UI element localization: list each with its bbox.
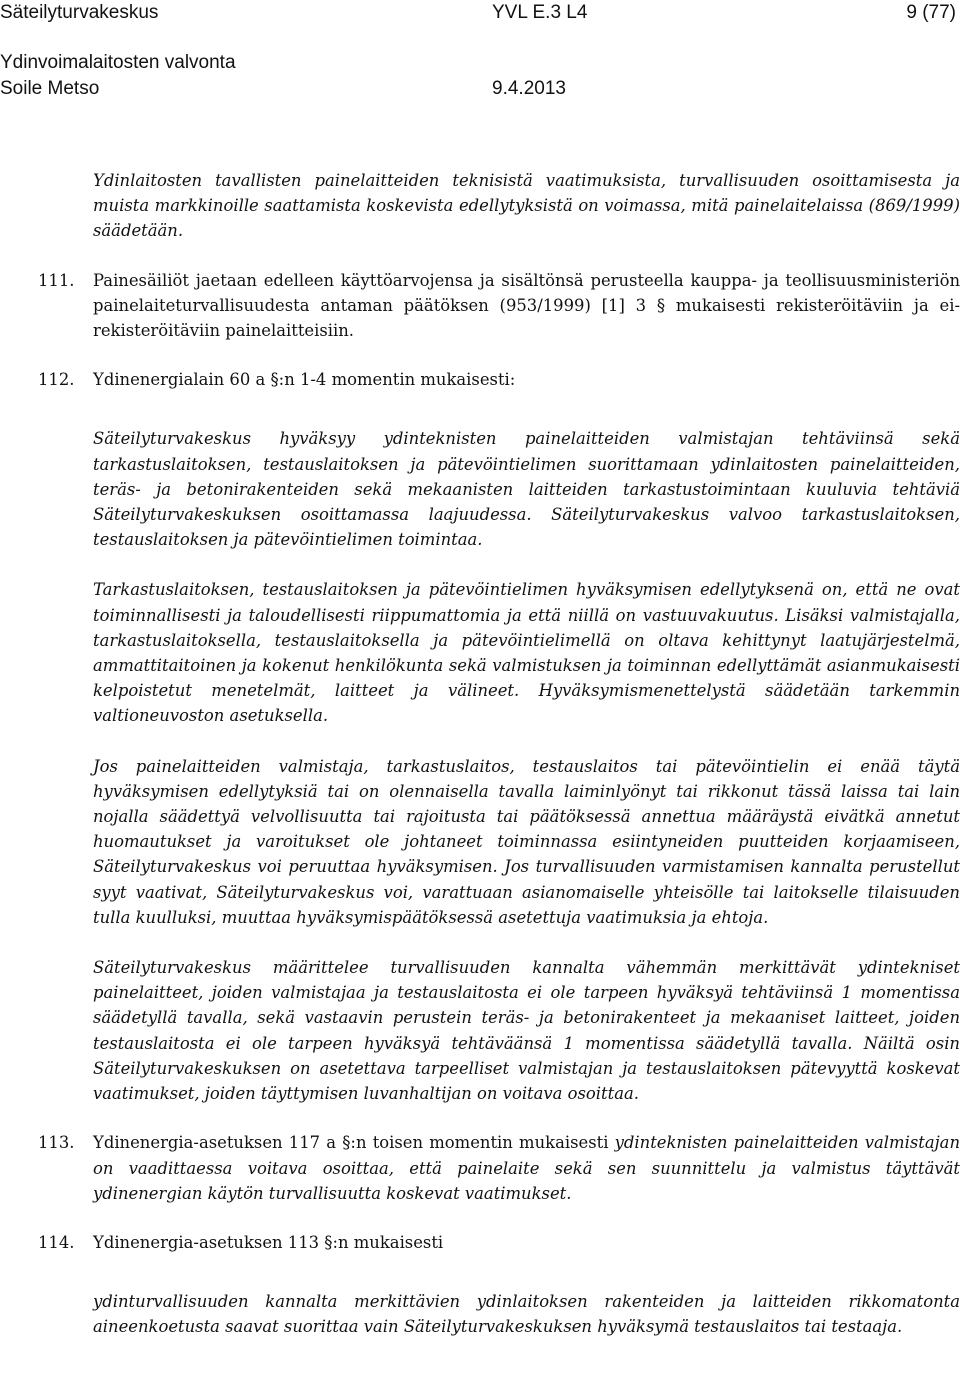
quote-block: ydinturvallisuuden kannalta merkittävien ydinlaitoksen rakenteiden ja laitteiden rikkomatonta aineenkoetusta saavat suorittaa vain Säteilyturvakeskuksen hyväksymä testauslaitos tai testaaja. [93, 1292, 960, 1337]
paragraph-112 [38, 367, 960, 392]
paragraph-114 [38, 1230, 960, 1255]
paragraph-text: Ydinenergia-asetuksen 117 a §:n toisen momentin mukaisesti [93, 1133, 615, 1153]
paragraph-text: Painesäiliöt jaetaan edelleen käyttöarvojensa ja sisältönsä perusteella kauppa- ja teollisuusministeriön painelaiteturvallisuudesta antaman päätöksen (953/1999) [1] 3 § mukaisesti rekisteröitäviin ja ei-rekisteröitäviin painelaitteisiin. [93, 270, 960, 341]
quote-block: Jos painelaitteiden valmistaja, tarkastuslaitos, testauslaitos tai pätevöintielin ei enää täytä hyväksymisen edellytyksiä tai on olennaisella tavalla laiminlyönyt tai rikkonut tässä laissa tai lain nojalla säädettyä velvollisuutta tai rajoitusta tai päätöksessä annettua määräystä eivätkä annetut huomautukset ja varoitukset ole johtaneet toiminnassa esiintyneiden puutteiden korjaamiseen, Säteilyturvakeskus voi peruuttaa hyväksymisen. Jos turvallisuuden varmistamisen kannalta perustellut syyt vaativat, Säteilyturvakeskus voi, varattuaan asianomaiselle yhteisölle tai laitokselle tilaisuuden tulla kuulluksi, muuttaa hyväksymispäätöksessä asetettuja vaatimuksia ja ehtoja. [93, 756, 960, 927]
header-organization: Säteilyturvakeskus [0, 2, 159, 23]
header-date: 9.4.2013 [492, 78, 566, 99]
paragraph-113 [38, 1130, 960, 1206]
header-guide-code: YVL E.3 L4 [492, 2, 588, 23]
paragraph-number: 112. [38, 370, 75, 390]
paragraph-number: 113. [38, 1133, 75, 1153]
quote-block: Säteilyturvakeskus määrittelee turvallisuuden kannalta vähemmän merkittävät ydintekniset painelaitteet, joiden valmistajaa ja testauslaitosta ei ole tarpeen hyväksyä tehtäviinsä 1 momentissa säädetyllä tavalla, sekä vastaavin perustein teräs- ja betonirakenteet ja mekaaniset laitteet, joiden testauslaitosta ei ole tarpeen hyväksyä tehtäväänsä 1 momentissa säädetyllä tavalla. Näiltä osin Säteilyturvakeskuksen on asetettava tarpeelliset valmistajan ja testauslaitoksen pätevyyttä koskevat vaatimukset, joiden täyttymisen luvanhaltijan on voitava osoittaa. [93, 958, 960, 1104]
document-body [38, 168, 960, 1340]
header-department: Ydinvoimalaitosten valvonta [0, 52, 236, 73]
paragraph-number: 114. [38, 1232, 75, 1252]
paragraph-111 [38, 268, 960, 344]
intro-paragraph: Ydinlaitosten tavallisten painelaitteiden teknisistä vaatimuksista, turvallisuuden osoittamisesta ja muista markkinoille saattamista koskevista edellytyksistä on voimassa, mitä painelaitelaissa (869/1999) säädetään. [93, 171, 960, 241]
paragraph-quote: ydinteknisten painelaitteiden valmistajan on vaadittaessa voitava osoittaa, että painelaite sekä sen suunnittelu ja valmistus täyttävät ydinenergian käytön turvallisuutta koskevat vaatimukset. [93, 1133, 960, 1203]
paragraph-text: Ydinenergialain 60 a §:n 1-4 momentin mukaisesti: [93, 370, 516, 390]
header-author: Soile Metso [0, 78, 100, 99]
paragraph-text: Ydinenergia-asetuksen 113 §:n mukaisesti [93, 1232, 444, 1252]
header-page-number: 9 (77) [906, 2, 956, 23]
quote-block: Säteilyturvakeskus hyväksyy ydinteknisten painelaitteiden valmistajan tehtäviinsä sekä tarkastuslaitoksen, testauslaitoksen ja pätevöintielimen suorittamaan ydinlaitosten painelaitteiden, teräs- ja betonirakenteiden sekä mekaanisten laitteiden tarkastustoimintaan kuuluvia tehtäviä Säteilyturvakeskuksen osoittamassa laajuudessa. Säteilyturvakeskus valvoo tarkastuslaitoksen, testauslaitoksen ja pätevöintielimen toimintaa. [93, 429, 960, 550]
paragraph-number: 111. [38, 270, 75, 290]
quote-block: Tarkastuslaitoksen, testauslaitoksen ja pätevöintielimen hyväksymisen edellytyksenä on, että ne ovat toiminnallisesti ja taloudellisesti riippumattomia ja että niillä on vastuuvakuutus. Lisäksi valmistajalla, tarkastuslaitoksella, testauslaitoksella ja pätevöintielimellä on oltava kehittynyt laatujärjestelmä, ammattitaitoinen ja kokenut henkilökunta sekä valmistuksen ja toiminnan edellyttämät asianmukaisesti kelpoistetut menetelmät, laitteet ja välineet. Hyväksymismenettelystä säädetään tarkemmin valtioneuvoston asetuksella. [93, 580, 960, 726]
